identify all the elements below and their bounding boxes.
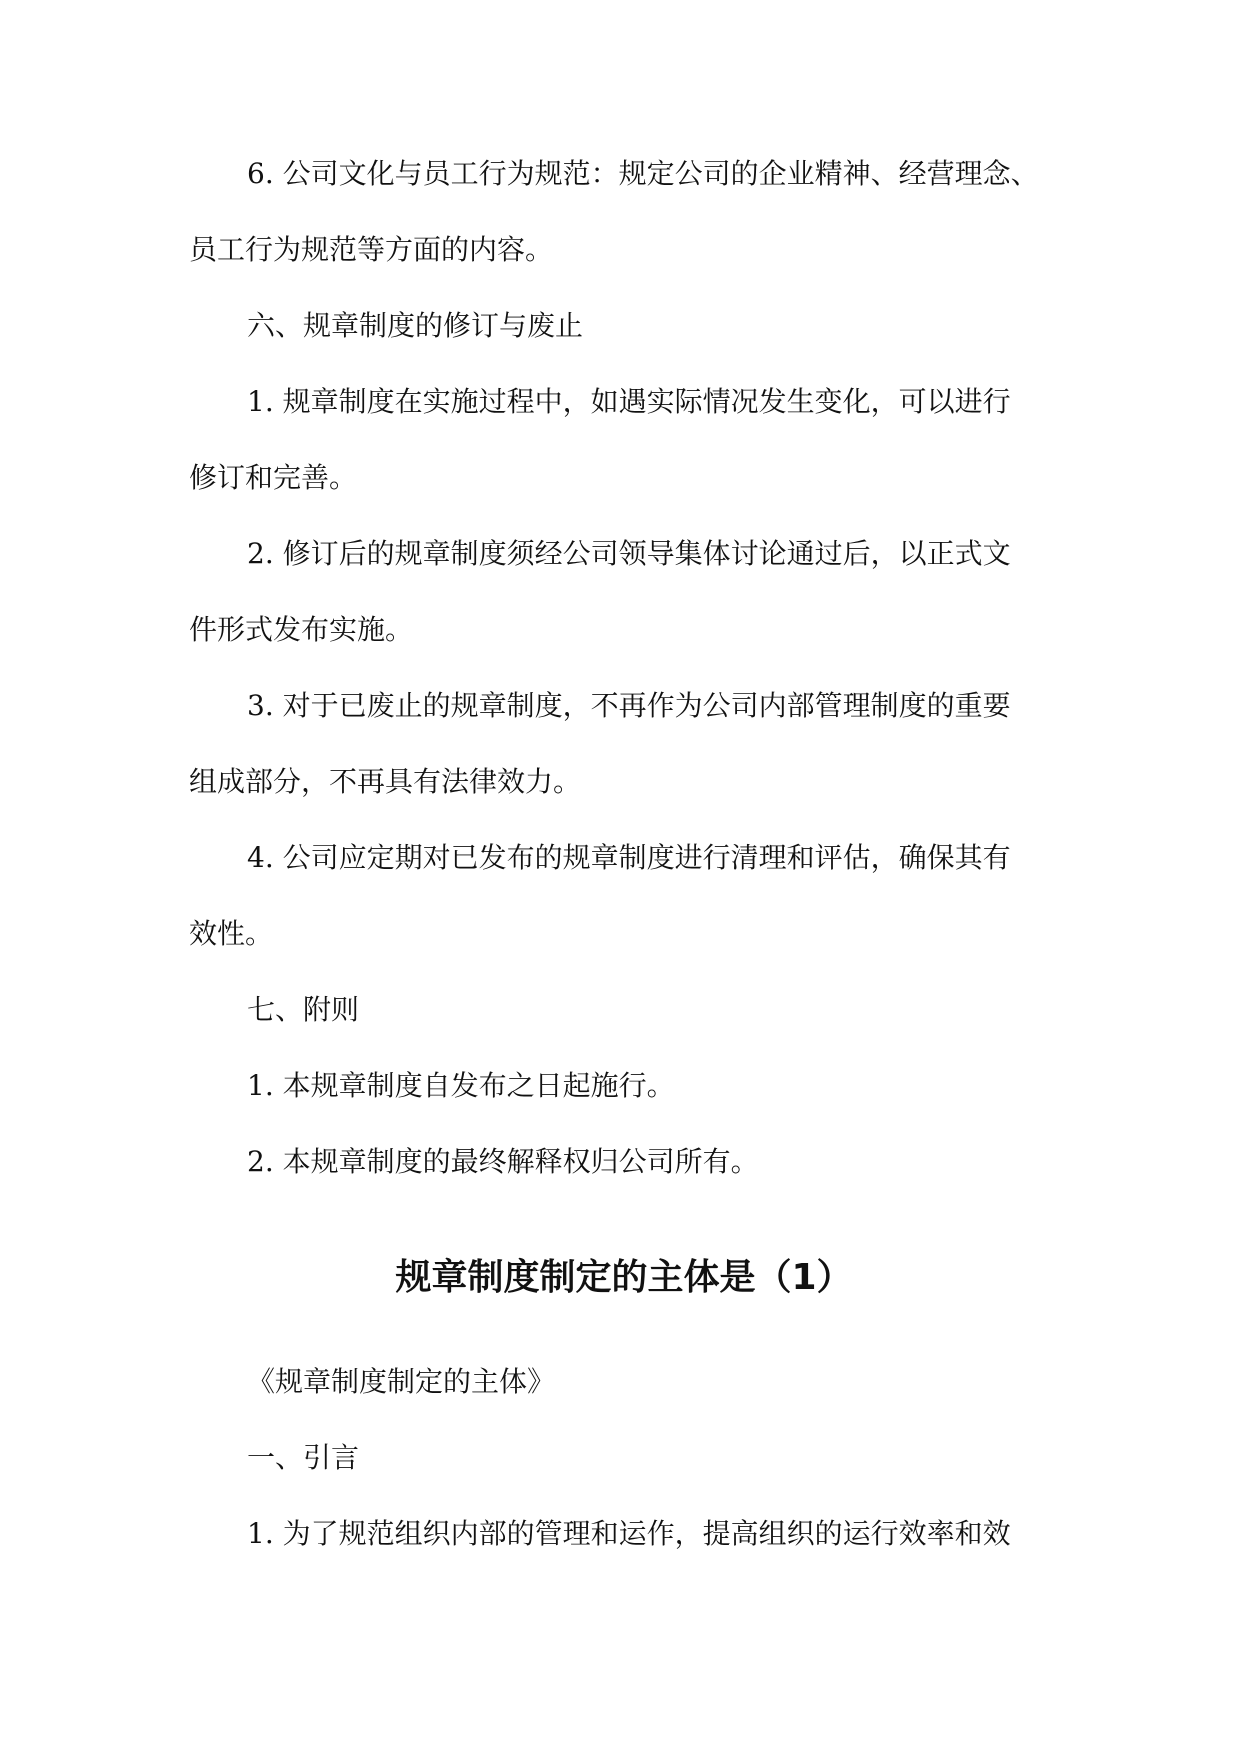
- list-item-4-line1: 4. 公司应定期对已发布的规章制度进行清理和评估，确保其有: [247, 841, 1011, 874]
- intro-item-1-line1: 1. 为了规范组织内部的管理和运作，提高组织的运行效率和效: [247, 1517, 1011, 1550]
- list-item-1-line2: 修订和完善。: [189, 461, 358, 494]
- section-heading-1: 一、引言: [247, 1441, 360, 1474]
- spacer: [189, 1200, 1059, 1240]
- appendix-item-2: 2. 本规章制度的最终解释权归公司所有。: [247, 1145, 759, 1178]
- list-item-6-line1: 6. 公司文化与员工行为规范：规定公司的企业精神、经营理念、: [247, 157, 1039, 190]
- document-body: [189, 136, 1059, 1572]
- spacer: [189, 1316, 1059, 1344]
- section-heading-7: 七、附则: [247, 993, 360, 1026]
- document-title: 规章制度制定的主体是（1）: [395, 1257, 853, 1298]
- list-item-3-line2: 组成部分，不再具有法律效力。: [189, 765, 582, 798]
- list-item-1-line1: 1. 规章制度在实施过程中，如遇实际情况发生变化，可以进行: [247, 385, 1011, 418]
- list-item-2-line1: 2. 修订后的规章制度须经公司领导集体讨论通过后，以正式文: [247, 537, 1011, 570]
- subtitle: 《规章制度制定的主体》: [247, 1365, 556, 1398]
- list-item-6-line2: 员工行为规范等方面的内容。: [189, 233, 554, 266]
- list-item-3-line1: 3. 对于已废止的规章制度，不再作为公司内部管理制度的重要: [247, 689, 1011, 722]
- section-heading-6: 六、规章制度的修订与废止: [247, 309, 584, 342]
- appendix-item-1: 1. 本规章制度自发布之日起施行。: [247, 1069, 675, 1102]
- list-item-2-line2: 件形式发布实施。: [189, 613, 414, 646]
- list-item-4-line2: 效性。: [189, 917, 274, 950]
